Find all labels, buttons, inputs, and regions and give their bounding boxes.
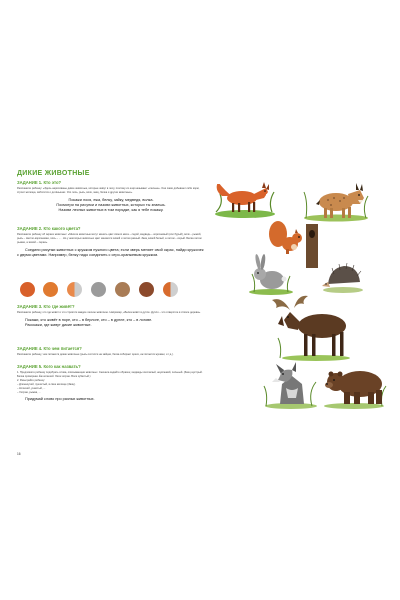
task-3-prompt-2: Расскажи, где живут дикие животные. <box>25 323 92 328</box>
color-circle-half-1[interactable] <box>67 282 82 297</box>
wolf-icon[interactable] <box>262 358 320 410</box>
task-4-instructions: Расскажите ребенку, чем питаются дикие животные (рысь охотится на зайцев, белка собирает орехи, еж питается жуками, и т.д.). <box>17 353 174 356</box>
task-2-instructions: Расскажите ребенку об окрасе животных: «Многие животные могут менять цвет своего меха – седой, медведь – коричневый (или бурый), волк – рыжий, рысь – светло-коричневая, лось – ... . Но у некоторых животных цвет меняется зимой и летом разный. Заяц зимой белый, а летом – серый. Белка летом рыжая, а зимой – серая». <box>17 233 202 244</box>
task-1-prompts <box>17 198 205 214</box>
task-2-prompt: Соедини рисунки животных с кружком нужного цвета; если зверь меняет свой окрас, найди кружочек с двумя цветами. Например, белку надо соединить с серо-оранжевым кружком. <box>17 248 204 258</box>
task-1-instructions: Расскажите ребенку: «Здесь нарисованы дикие животные, которые живут в лесу, поэтому их ещё называют «лесные». Они сами добывают себе корм, строят жилища, заботятся о детёнышах. Это лось, рысь, волк, заяц, белка и другие животные». <box>17 187 200 194</box>
task-2-title: ЗАДАНИЕ 2. Кто какого цвета? <box>17 226 81 231</box>
task-2 <box>17 226 205 258</box>
color-circles <box>20 282 206 298</box>
task-4-title: ЗАДАНИЕ 4. Кто чем питается? <box>17 346 82 351</box>
task-3-instructions: Расскажите ребенку, кто где живёт и что строится каждое лесное животное. Например, «Белка живёт в дупле. Дупло – это отверстие в стволе дерева». <box>17 311 201 314</box>
page-number: 16 <box>17 452 21 456</box>
color-circle-3[interactable] <box>91 282 106 297</box>
task-5-instructions <box>17 371 205 395</box>
task-5-prompt: Придумай слово про разных животных. <box>25 397 95 401</box>
task-1 <box>17 180 205 214</box>
color-circle-half-2[interactable] <box>163 282 178 297</box>
fox-icon[interactable] <box>212 176 278 218</box>
task-5-line-1: 1. Предложите ребенку подобрать слова, описывающие животных. Сначала задайте образец: медведь косолапый, неуклюжий, сильный. (Заяц шустрый. Белка проворная. Ёж колючий. Лиса хитрая. Волк зубастый.) <box>17 371 203 378</box>
task-3-title: ЗАДАНИЕ 3. Кто где живёт? <box>17 304 75 309</box>
task-4 <box>17 346 205 357</box>
task-5-line-2: 2. Разыграйте ребенку: <box>17 379 45 382</box>
task-1-prompt-2: Посмотри на рисунки и назови животных, которых ты знаешь. <box>56 203 166 208</box>
task-5 <box>17 364 205 402</box>
color-circle-1[interactable] <box>20 282 35 297</box>
color-circle-2[interactable] <box>43 282 58 297</box>
task-3 <box>17 304 205 328</box>
page-title: ДИКИЕ ЖИВОТНЫЕ <box>17 170 90 177</box>
task-5-title: ЗАДАНИЕ 5. Кого как назвать? <box>17 364 81 369</box>
task-5-line-3: – Длинноухий, пушистый, в свое жилище (Заяц). <box>17 383 76 386</box>
task-1-title: ЗАДАНИЕ 1. Кто это? <box>17 180 62 185</box>
bear-icon[interactable] <box>320 354 388 410</box>
task-3-prompt-1: Покажи, кто живёт в норе, кто – в берлоге, кто – в дупле, кто – в логове. <box>25 318 153 322</box>
color-circle-5[interactable] <box>139 282 154 297</box>
task-5-line-4: – Колючий, ушастый, ... <box>17 387 46 390</box>
moose-icon[interactable] <box>268 290 364 362</box>
task-1-prompt-1: Покажи лося, ежа, белку, зайку, медведя, волка. <box>68 198 154 202</box>
task-5-line-5: – Хитрая, рыжая, ... <box>17 391 41 394</box>
task-1-prompt-3: Назови лесных животных в том порядке, как я тебе покажу. <box>58 208 164 213</box>
hedgehog-icon[interactable] <box>320 260 366 294</box>
color-circle-4[interactable] <box>115 282 130 297</box>
